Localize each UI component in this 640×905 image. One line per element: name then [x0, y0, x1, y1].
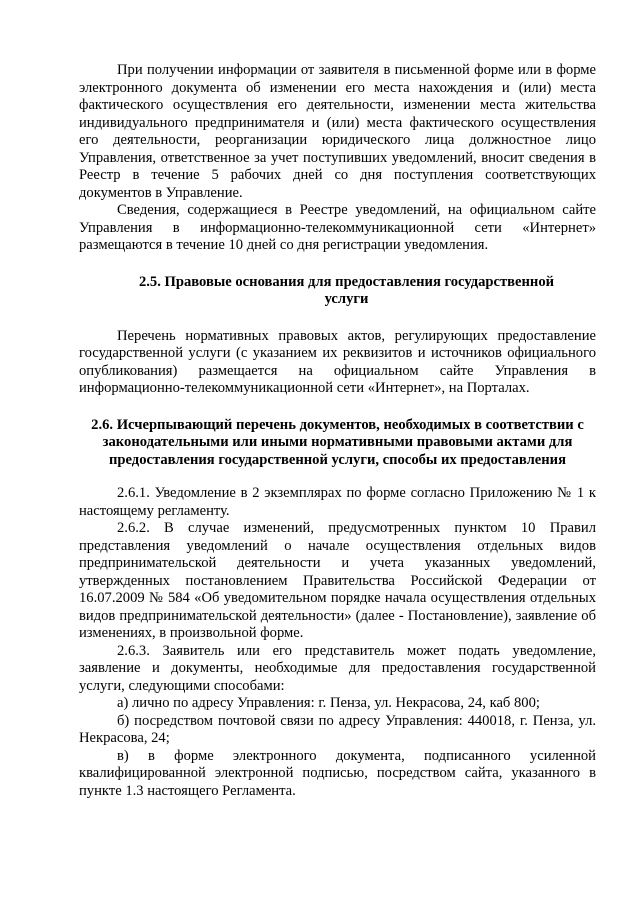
paragraph-2-6-1: 2.6.1. Уведомление в 2 экземплярах по форме согласно Приложению № 1 к настоящему регламенту. — [79, 485, 596, 519]
heading-section-2-6: 2.6. Исчерпывающий перечень документов, необходимых в соответствии с законодательными или иными нормативными правовыми актами для предоставления государственной услуги, способы их предоставления — [91, 416, 584, 468]
paragraph-2-6-3: 2.6.3. Заявитель или его представитель может подать уведомление, заявление и документы, необходимые для предоставления государственной услуги, следующими способами: — [79, 642, 596, 694]
list-item-c: в) в форме электронного документа, подписанного усиленной квалифицированной электронной подписью, посредством сайта, указанного в пункте 1.3 настоящего Регламента. — [79, 747, 596, 799]
heading-section-2-5: 2.5. Правовые основания для предоставления государственной услуги — [138, 273, 555, 307]
document-body — [79, 62, 596, 800]
paragraph-registry-publication: Сведения, содержащиеся в Реестре уведомлений, на официальном сайте Управления в информационно-телекоммуникационной сети «Интернет» размещаются в течение 10 дней со дня регистрации уведомления. — [79, 202, 596, 253]
list-item-a: а) лично по адресу Управления: г. Пенза, ул. Некрасова, 24, каб 800; — [117, 695, 540, 711]
list-item-b: б) посредством почтовой связи по адресу Управления: 440018, г. Пенза, ул. Некрасова, 24; — [79, 712, 596, 746]
paragraph-2-6-2: 2.6.2. В случае изменений, предусмотренных пунктом 10 Правил представления уведомлений о начале осуществления отдельных видов предпринимательской деятельности и учета указанных уведомлений, утвержденных постановлением Правительства Российской Федерации от 16.07.2009 № 584 «Об уведомительном порядке начала осуществления отдельных видов предпринимательской деятельности» (далее - Постановление), заявление об изменениях, в произвольной форме. — [79, 520, 596, 641]
paragraph-legal-basis: Перечень нормативных правовых актов, регулирующих предоставление государственной услуги (с указанием их реквизитов и источников официального опубликования) размещается на официальном сайте Управления в информационно-телекоммуникационной сети «Интернет», на Порталах. — [79, 327, 596, 396]
paragraph-registry-changes: При получении информации от заявителя в письменной форме или в форме электронного документа об изменении его места нахождения и (или) места фактического осуществления его деятельности, изменении места жительства индивидуального предпринимателя и (или) места фактического осуществления его деятельности, реорганизации юридического лица должностное лицо Управления, ответственное за учет поступивших уведомлений, вносит сведения в Реестр в течение 5 рабочих дней со дня поступления соответствующих документов в Управление. — [79, 62, 596, 201]
